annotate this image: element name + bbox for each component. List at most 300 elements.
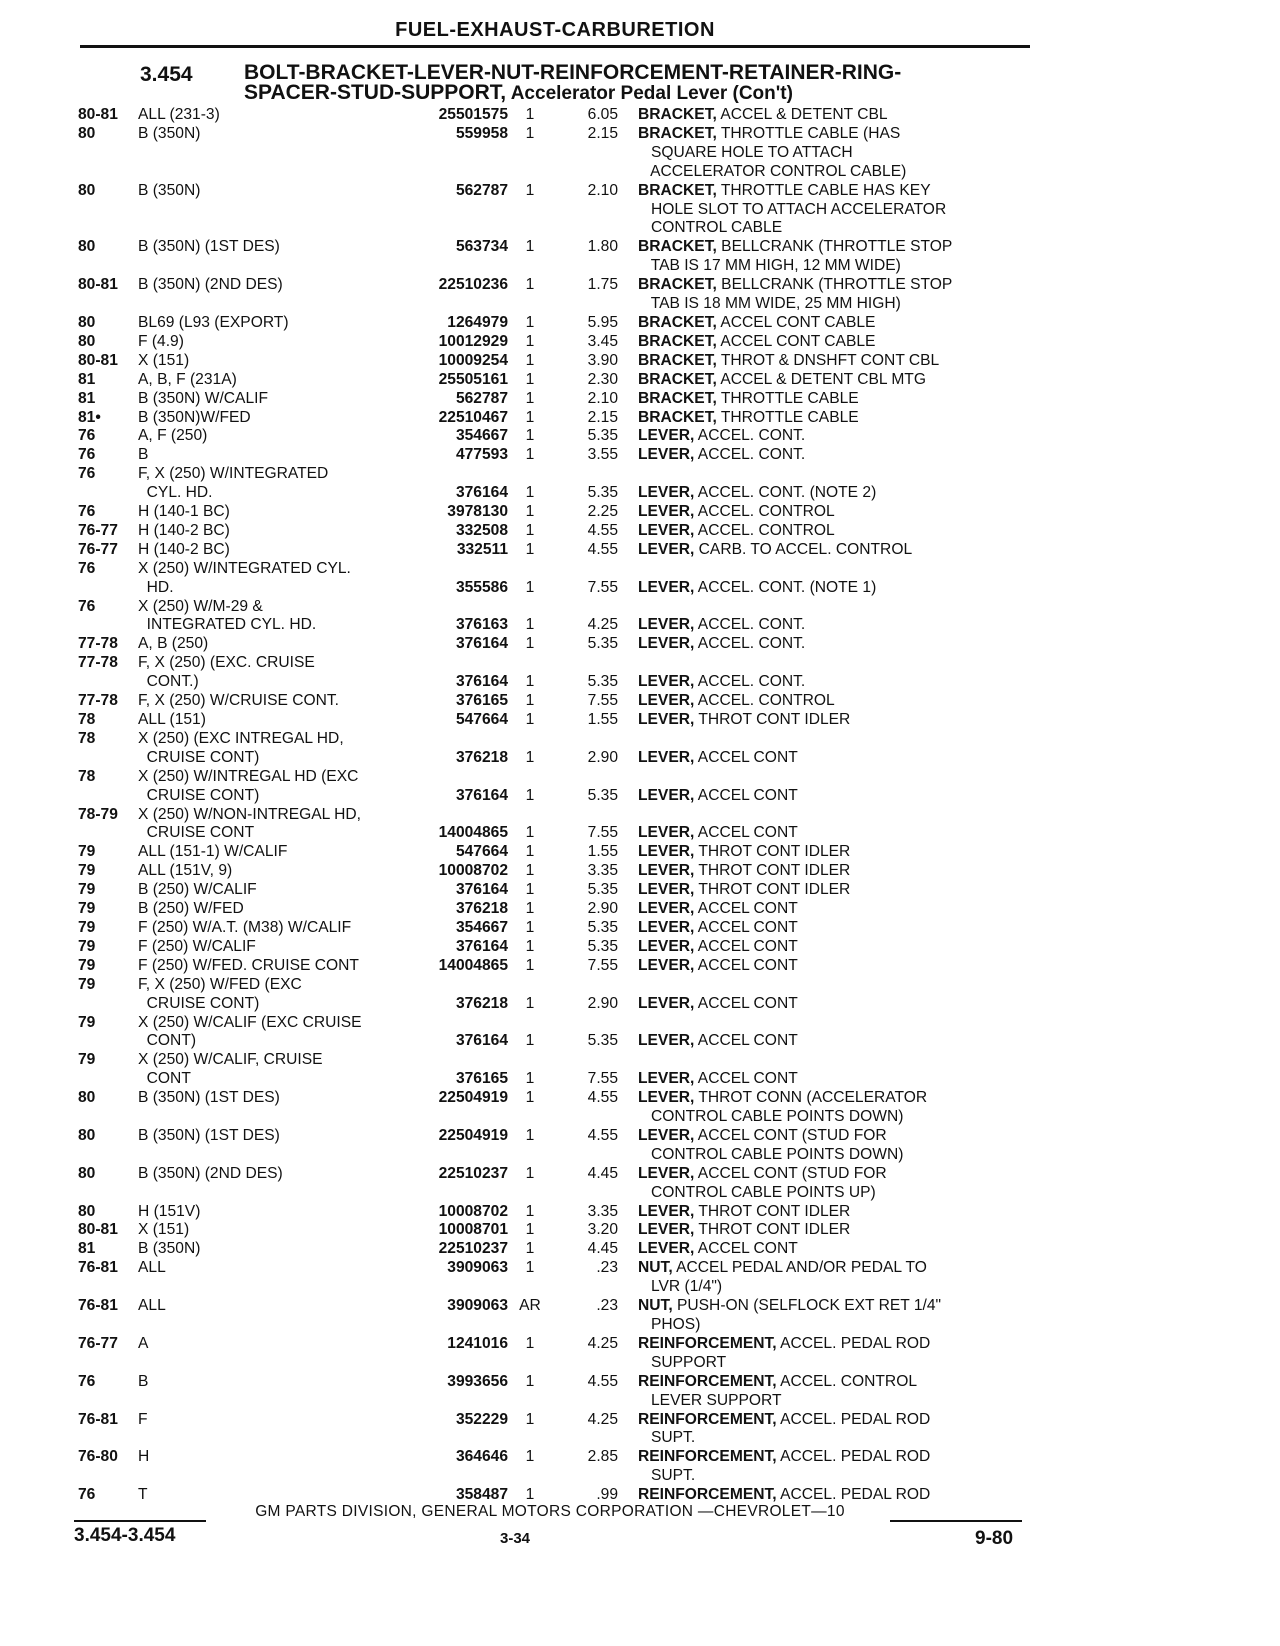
quantity: 1	[525, 389, 535, 407]
description-keyword: BRACKET,	[638, 332, 717, 350]
description-keyword: REINFORCEMENT,	[638, 1334, 777, 1352]
model-year: 77-78	[78, 654, 118, 672]
description-text: ACCEL CONT	[694, 1240, 798, 1258]
description-text: ACCEL PEDAL AND/OR PEDAL TO	[672, 1259, 927, 1277]
price: 7.55	[587, 578, 618, 596]
description	[618, 900, 998, 919]
description-keyword: LEVER,	[638, 918, 695, 936]
part-row	[78, 560, 1038, 579]
description-keyword: NUT,	[638, 1297, 673, 1315]
part-number: 10012929	[438, 332, 508, 350]
model-year: 76	[78, 427, 96, 445]
model-year: 77-78	[78, 635, 118, 653]
part-row	[78, 125, 1038, 144]
model-code: X (250) W/CALIF, CRUISE	[138, 1051, 323, 1069]
description-keyword: NUT,	[638, 1259, 673, 1277]
part-row	[78, 1354, 1038, 1373]
model-year: 76	[78, 559, 96, 577]
price: 2.85	[587, 1448, 618, 1466]
description-keyword: LEVER,	[638, 540, 695, 558]
model-year: 80	[78, 332, 96, 350]
part-number: 364646	[455, 1448, 508, 1466]
quantity: 1	[525, 1259, 535, 1277]
model-year: 80	[78, 313, 96, 331]
description	[618, 957, 998, 976]
description-text: ACCEL. PEDAL ROD	[776, 1410, 931, 1428]
quantity: 1	[525, 1372, 535, 1390]
description-keyword: REINFORCEMENT,	[638, 1448, 777, 1466]
part-row	[78, 730, 1038, 749]
description-text: CONTROL CABLE POINTS DOWN)	[638, 1145, 904, 1163]
description	[618, 938, 998, 957]
part-row	[78, 1184, 1038, 1203]
price: 5.35	[587, 427, 618, 445]
model-code: X (250) W/M-29 &	[138, 597, 263, 615]
price: 5.35	[587, 673, 618, 691]
model-year: 78	[78, 729, 96, 747]
model-code: A	[138, 1334, 149, 1352]
quantity: 1	[525, 106, 535, 123]
part-row	[78, 333, 1038, 352]
section-title-line2-main: SPACER-STUD-SUPPORT,	[244, 81, 507, 104]
model-code: H (151V)	[138, 1202, 201, 1220]
description-text: THROTTLE CABLE	[716, 389, 859, 407]
description	[618, 484, 998, 503]
quantity: 1	[525, 1070, 535, 1088]
model-code: H	[138, 1448, 150, 1466]
description-keyword: LEVER,	[638, 937, 695, 955]
description-text: CONTROL CABLE	[638, 219, 783, 237]
model-code: X (151)	[138, 351, 190, 369]
model-year: 76	[78, 1486, 96, 1504]
part-row	[78, 484, 1038, 503]
model-year: 76-81	[78, 1297, 118, 1315]
description-keyword: LEVER,	[638, 616, 695, 634]
price: 5.35	[587, 937, 618, 955]
part-number: 352229	[455, 1410, 508, 1428]
description-text: PHOS)	[638, 1316, 701, 1333]
description-text: SQUARE HOLE TO ATTACH	[638, 143, 853, 161]
price: 1.55	[587, 711, 618, 728]
model-year: 79	[78, 975, 96, 993]
model-code: X (250) W/NON-INTREGAL HD,	[138, 805, 361, 823]
description	[618, 522, 998, 541]
description	[618, 295, 998, 314]
part-row	[78, 976, 1038, 995]
quantity: 1	[525, 484, 535, 502]
model-year: 76	[78, 1372, 96, 1390]
description-text: ACCEL. CONTROL	[694, 503, 835, 521]
part-row	[78, 1146, 1038, 1165]
description-keyword: LEVER,	[638, 1164, 695, 1182]
description	[618, 1335, 998, 1354]
model-code: ALL	[138, 1297, 166, 1315]
price: 4.55	[587, 1372, 618, 1390]
part-row	[78, 938, 1038, 957]
description	[618, 1316, 998, 1335]
part-row	[78, 503, 1038, 522]
description-text: ACCEL CONT	[694, 748, 798, 766]
part-number: 355586	[455, 578, 508, 596]
description-keyword: LEVER,	[638, 900, 695, 918]
model-year: 81	[78, 389, 96, 407]
model-code: B (250) W/CALIF	[138, 881, 257, 899]
quantity: 1	[525, 1240, 535, 1258]
model-code: B (350N) (1ST DES)	[138, 238, 280, 256]
part-row	[78, 522, 1038, 541]
model-year: 78	[78, 711, 96, 728]
description	[618, 616, 998, 635]
price: 7.55	[587, 956, 618, 974]
description-text: THROT CONT IDLER	[694, 1221, 851, 1239]
description	[618, 257, 998, 276]
part-number: 376164	[455, 484, 508, 502]
description-text: ACCEL. CONT.	[694, 673, 806, 691]
description	[618, 352, 998, 371]
price: 4.55	[587, 1089, 618, 1107]
part-row	[78, 1411, 1038, 1430]
description	[618, 409, 998, 428]
part-number: 376165	[455, 1070, 508, 1088]
part-row	[78, 598, 1038, 617]
model-year: 81	[78, 1240, 96, 1258]
description-text: ACCEL CONT CABLE	[716, 313, 876, 331]
quantity: 1	[525, 540, 535, 558]
model-code: H (140-2 BC)	[138, 540, 230, 558]
footer-page-number: 3-34	[500, 1530, 531, 1547]
quantity: 1	[525, 370, 535, 388]
description-text: CONTROL CABLE POINTS UP)	[638, 1183, 876, 1201]
part-row	[78, 465, 1038, 484]
description	[618, 673, 998, 692]
description-keyword: LEVER,	[638, 635, 695, 653]
description-text: ACCEL. CONTROL	[776, 1372, 917, 1390]
description-text: ACCEL CONT	[694, 918, 798, 936]
model-code: F	[138, 1410, 148, 1428]
part-number: 22510236	[438, 276, 508, 294]
part-row	[78, 1392, 1038, 1411]
part-row	[78, 1070, 1038, 1089]
description-text: THROT CONT IDLER	[694, 843, 851, 861]
part-number: 376218	[455, 900, 508, 918]
price: 5.35	[587, 881, 618, 899]
part-number: 376164	[455, 635, 508, 653]
part-row	[78, 824, 1038, 843]
description-keyword: BRACKET,	[638, 106, 717, 123]
model-code: B (350N)	[138, 181, 201, 199]
description-text: ACCEL CONT	[694, 1070, 798, 1088]
model-year: 76-81	[78, 1259, 118, 1277]
part-number: 332508	[455, 521, 508, 539]
model-year: 80	[78, 1089, 96, 1107]
part-number: 14004865	[438, 824, 508, 842]
model-code: B (350N)W/FED	[138, 408, 251, 426]
part-number: 3993656	[447, 1372, 508, 1390]
description-text: ACCEL. CONT.	[694, 427, 806, 445]
part-row	[78, 768, 1038, 787]
description-text: ACCEL CONT	[694, 994, 798, 1012]
description-keyword: LEVER,	[638, 427, 695, 445]
description-text: PUSH-ON (SELFLOCK EXT RET 1/4"	[672, 1297, 942, 1315]
model-code: B (350N) (1ST DES)	[138, 1126, 280, 1144]
model-code: T	[138, 1486, 148, 1504]
model-year: 79	[78, 862, 96, 880]
price: 4.25	[587, 1334, 618, 1352]
description-text: ACCEL. CONT. (NOTE 1)	[694, 578, 877, 596]
price: 4.55	[587, 521, 618, 539]
model-year: 79	[78, 900, 96, 918]
description	[618, 427, 998, 446]
model-year: 79	[78, 956, 96, 974]
price: 3.35	[587, 862, 618, 880]
description-text: SUPPORT	[638, 1353, 727, 1371]
page-title: FUEL-EXHAUST-CARBURETION	[395, 19, 715, 41]
description	[618, 390, 998, 409]
description	[618, 1354, 998, 1373]
price: 4.55	[587, 540, 618, 558]
model-code: F, X (250) W/CRUISE CONT.	[138, 692, 340, 710]
part-row	[78, 1032, 1038, 1051]
model-year: 79	[78, 1013, 96, 1031]
price: 1.75	[587, 276, 618, 294]
footer-rule-right	[890, 1520, 1022, 1522]
part-number: 3978130	[447, 503, 508, 521]
description	[618, 843, 998, 862]
description-keyword: BRACKET,	[638, 408, 717, 426]
part-row	[78, 749, 1038, 768]
description	[618, 1203, 998, 1222]
quantity: 1	[525, 332, 535, 350]
description-keyword: BRACKET,	[638, 351, 717, 369]
model-code: ALL (231-3)	[138, 106, 220, 123]
part-row	[78, 579, 1038, 598]
part-row	[78, 106, 1038, 125]
description-text: THROTTLE CABLE (HAS	[716, 124, 901, 142]
model-year: 81•	[78, 408, 101, 426]
quantity: 1	[525, 918, 535, 936]
description	[618, 106, 998, 125]
model-code: B (250) W/FED	[138, 900, 244, 918]
part-row	[78, 390, 1038, 409]
part-row	[78, 1221, 1038, 1240]
description-keyword: LEVER,	[638, 446, 695, 464]
description	[618, 219, 998, 238]
footer-section-range: 3.454-3.454	[74, 1525, 176, 1546]
model-code: B (350N) (2ND DES)	[138, 276, 283, 294]
model-year: 76-80	[78, 1448, 118, 1466]
part-number: 3909063	[447, 1297, 508, 1315]
model-year: 79	[78, 918, 96, 936]
model-code: ALL (151)	[138, 711, 206, 728]
quantity: 1	[525, 1334, 535, 1352]
description-text: ACCEL CONT	[694, 900, 798, 918]
description-keyword: LEVER,	[638, 748, 695, 766]
price: 5.35	[587, 918, 618, 936]
model-code: CONT.)	[138, 673, 199, 691]
description-keyword: REINFORCEMENT,	[638, 1410, 777, 1428]
price: 2.25	[587, 503, 618, 521]
description	[618, 787, 998, 806]
model-code: F, X (250) W/INTEGRATED	[138, 465, 329, 483]
description-text: ACCEL. PEDAL ROD	[776, 1334, 931, 1352]
part-row	[78, 995, 1038, 1014]
description-keyword: LEVER,	[638, 956, 695, 974]
part-row	[78, 711, 1038, 730]
quantity: 1	[525, 1410, 535, 1428]
description	[618, 824, 998, 843]
part-row	[78, 1014, 1038, 1033]
description	[618, 144, 998, 163]
part-number: 376164	[455, 881, 508, 899]
footer-date: 9-80	[975, 1528, 1014, 1549]
price: 6.05	[587, 106, 618, 123]
model-year: 76-77	[78, 1334, 118, 1352]
model-year: 80-81	[78, 1221, 118, 1239]
description-keyword: LEVER,	[638, 673, 695, 691]
description-text: ACCEL. CONT.	[694, 635, 806, 653]
price: .23	[596, 1297, 618, 1315]
description-text: THROT CONT IDLER	[694, 1202, 851, 1220]
description-text: LEVER SUPPORT	[638, 1391, 782, 1409]
quantity: 1	[525, 1448, 535, 1466]
price: 5.35	[587, 484, 618, 502]
part-row	[78, 1203, 1038, 1222]
price: 4.55	[587, 1126, 618, 1144]
price: 2.30	[587, 370, 618, 388]
part-number: 354667	[455, 427, 508, 445]
part-number: 10008701	[438, 1221, 508, 1239]
section-number: 3.454	[140, 63, 193, 86]
description-text: ACCEL & DETENT CBL	[716, 106, 888, 123]
description-text: ACCEL CONT (STUD FOR	[694, 1126, 887, 1144]
description-text: TAB IS 18 MM WIDE, 25 MM HIGH)	[638, 295, 901, 313]
part-row	[78, 616, 1038, 635]
description-keyword: BRACKET,	[638, 389, 717, 407]
description	[618, 1165, 998, 1184]
description	[618, 333, 998, 352]
part-row	[78, 1429, 1038, 1448]
part-number: 376165	[455, 692, 508, 710]
quantity: 1	[525, 578, 535, 596]
description	[618, 1448, 998, 1467]
part-row	[78, 635, 1038, 654]
model-year: 76	[78, 503, 96, 521]
model-code: H (140-2 BC)	[138, 521, 230, 539]
part-row	[78, 1373, 1038, 1392]
part-row	[78, 1316, 1038, 1335]
model-code: F (250) W/CALIF	[138, 937, 256, 955]
quantity: 1	[525, 748, 535, 766]
description-keyword: LEVER,	[638, 1221, 695, 1239]
model-code: X (250) (EXC INTREGAL HD,	[138, 729, 344, 747]
description	[618, 125, 998, 144]
parts-list	[78, 106, 1038, 1505]
part-number: 10008702	[438, 1202, 508, 1220]
description	[618, 1184, 998, 1203]
description-keyword: LEVER,	[638, 862, 695, 880]
description	[618, 1240, 998, 1259]
description-keyword: BRACKET,	[638, 276, 717, 294]
part-number: 376164	[455, 673, 508, 691]
quantity: 1	[525, 824, 535, 842]
description	[618, 1467, 998, 1486]
model-year: 78-79	[78, 805, 118, 823]
quantity: 1	[525, 503, 535, 521]
model-code: A, F (250)	[138, 427, 208, 445]
price: 3.45	[587, 332, 618, 350]
model-code: A, B (250)	[138, 635, 209, 653]
footer-rule-left	[74, 1520, 206, 1522]
description-text: ACCEL CONT	[694, 1032, 798, 1050]
description-text: THROT CONT IDLER	[694, 862, 851, 880]
price: 7.55	[587, 692, 618, 710]
description-keyword: BRACKET,	[638, 370, 717, 388]
price: 4.45	[587, 1240, 618, 1258]
model-code: X (250) W/INTEGRATED CYL.	[138, 559, 351, 577]
model-code: F, X (250) (EXC. CRUISE	[138, 654, 315, 672]
price: 4.25	[587, 1410, 618, 1428]
description-text: THROTTLE CABLE	[716, 408, 859, 426]
part-row	[78, 1467, 1038, 1486]
description-keyword: LEVER,	[638, 1032, 695, 1050]
description-keyword: LEVER,	[638, 1089, 695, 1107]
description	[618, 1392, 998, 1411]
quantity: 1	[525, 1202, 535, 1220]
part-row	[78, 352, 1038, 371]
price: 7.55	[587, 1070, 618, 1088]
quantity: 1	[525, 711, 535, 728]
part-row	[78, 1240, 1038, 1259]
model-code: CRUISE CONT	[138, 824, 255, 842]
model-year: 80-81	[78, 106, 118, 123]
description-keyword: BRACKET,	[638, 238, 717, 256]
footer-publisher: GM PARTS DIVISION, GENERAL MOTORS CORPORATION —CHEVROLET—10	[255, 1503, 845, 1520]
part-number: 562787	[455, 389, 508, 407]
description-text: ACCEL. PEDAL ROD	[776, 1448, 931, 1466]
description-keyword: LEVER,	[638, 786, 695, 804]
description	[618, 503, 998, 522]
price: 3.90	[587, 351, 618, 369]
part-number: 559958	[455, 124, 508, 142]
part-row	[78, 957, 1038, 976]
model-code: B	[138, 1372, 149, 1390]
model-code: F (250) W/FED. CRUISE CONT	[138, 956, 359, 974]
price: 7.55	[587, 824, 618, 842]
part-number: 22504919	[438, 1089, 508, 1107]
part-row	[78, 692, 1038, 711]
description-text: ACCEL & DETENT CBL MTG	[716, 370, 926, 388]
description	[618, 1127, 998, 1146]
description	[618, 371, 998, 390]
quantity: 1	[525, 313, 535, 331]
model-year: 80	[78, 238, 96, 256]
model-code: B (350N) W/CALIF	[138, 389, 268, 407]
description-keyword: LEVER,	[638, 843, 695, 861]
part-number: 25501575	[438, 106, 508, 123]
model-year: 80	[78, 1126, 96, 1144]
description	[618, 1108, 998, 1127]
description-text: ACCEL CONT (STUD FOR	[694, 1164, 887, 1182]
quantity: 1	[525, 881, 535, 899]
part-row	[78, 654, 1038, 673]
model-code: CONT)	[138, 1032, 197, 1050]
description-text: THROT CONN (ACCELERATOR	[694, 1089, 928, 1107]
model-code: ALL (151-1) W/CALIF	[138, 843, 288, 861]
description-text: ACCEL. CONTROL	[694, 692, 835, 710]
model-code: CRUISE CONT)	[138, 786, 260, 804]
description-text: ACCEL. PEDAL ROD	[776, 1486, 931, 1504]
model-code: F (250) W/A.T. (M38) W/CALIF	[138, 918, 352, 936]
